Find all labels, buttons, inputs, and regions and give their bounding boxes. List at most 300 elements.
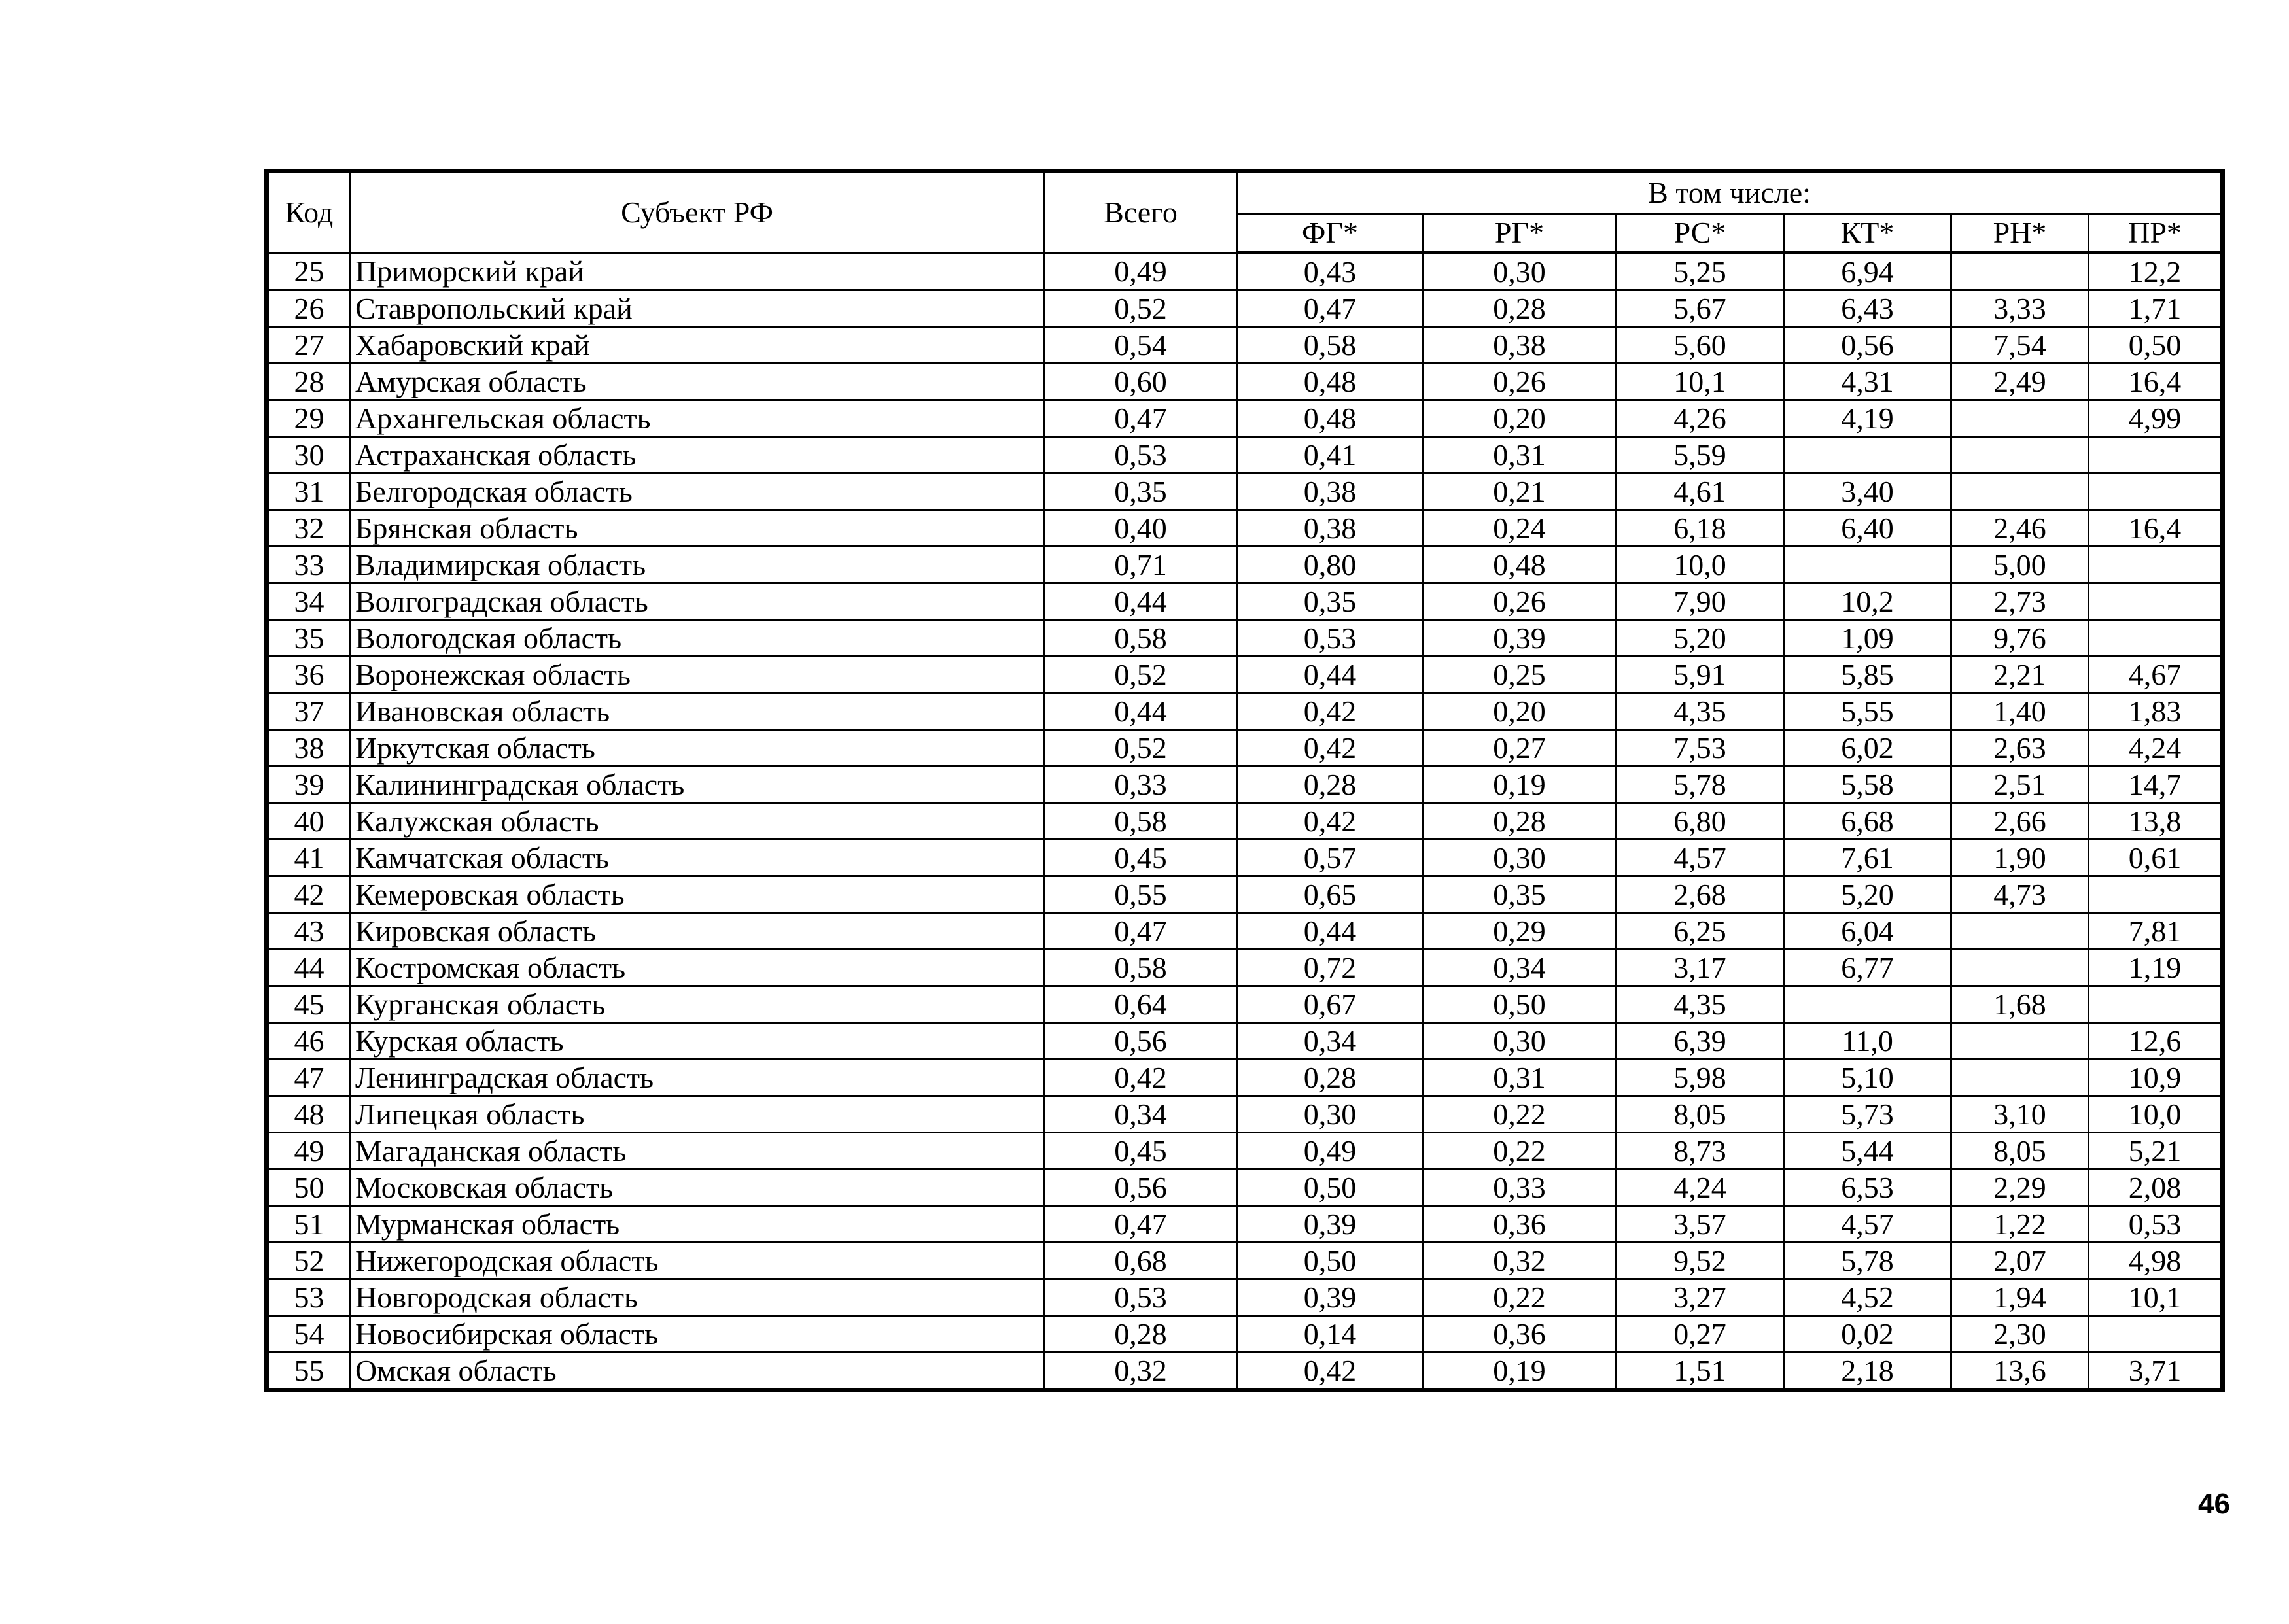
cell-rg: 0,25: [1423, 657, 1616, 693]
cell-code: 46: [267, 1023, 351, 1060]
table-row: [267, 290, 2223, 327]
cell-code: 54: [267, 1316, 351, 1353]
cell-fg: 0,58: [1238, 327, 1423, 364]
cell-total: 0,44: [1044, 693, 1238, 730]
cell-code: 45: [267, 986, 351, 1023]
cell-total: 0,58: [1044, 803, 1238, 840]
cell-fg: 0,39: [1238, 1279, 1423, 1316]
cell-rs: 6,80: [1616, 803, 1784, 840]
cell-rn: 2,29: [1951, 1169, 2089, 1206]
cell-rs: 7,90: [1616, 583, 1784, 620]
cell-rg: 0,36: [1423, 1316, 1616, 1353]
cell-total: 0,53: [1044, 437, 1238, 474]
cell-code: 26: [267, 290, 351, 327]
table-row: [267, 1243, 2223, 1279]
cell-pr: [2089, 876, 2223, 913]
cell-rs: 8,05: [1616, 1096, 1784, 1133]
cell-subject: Новгородская область: [351, 1279, 1044, 1316]
cell-kt: 11,0: [1784, 1023, 1951, 1060]
cell-rs: 5,20: [1616, 620, 1784, 657]
cell-total: 0,56: [1044, 1023, 1238, 1060]
cell-subject: Костромская область: [351, 950, 1044, 986]
header-total: Всего: [1044, 171, 1238, 253]
cell-rg: 0,21: [1423, 474, 1616, 510]
table-row: [267, 803, 2223, 840]
cell-fg: 0,34: [1238, 1023, 1423, 1060]
cell-rg: 0,30: [1423, 1023, 1616, 1060]
cell-fg: 0,42: [1238, 693, 1423, 730]
cell-rs: 9,52: [1616, 1243, 1784, 1279]
table-row: [267, 510, 2223, 547]
cell-total: 0,45: [1044, 1133, 1238, 1169]
cell-rg: 0,32: [1423, 1243, 1616, 1279]
cell-kt: 6,94: [1784, 253, 1951, 290]
cell-fg: 0,44: [1238, 913, 1423, 950]
cell-subject: Иркутская область: [351, 730, 1044, 767]
cell-rg: 0,34: [1423, 950, 1616, 986]
cell-rg: 0,31: [1423, 1060, 1616, 1096]
cell-code: 32: [267, 510, 351, 547]
cell-rs: 3,57: [1616, 1206, 1784, 1243]
cell-total: 0,45: [1044, 840, 1238, 876]
cell-pr: 12,6: [2089, 1023, 2223, 1060]
cell-rg: 0,36: [1423, 1206, 1616, 1243]
cell-rg: 0,30: [1423, 253, 1616, 290]
cell-kt: 5,58: [1784, 767, 1951, 803]
cell-total: 0,54: [1044, 327, 1238, 364]
cell-rs: 4,35: [1616, 693, 1784, 730]
cell-rn: [1951, 950, 2089, 986]
cell-code: 25: [267, 253, 351, 290]
table-row: [267, 1096, 2223, 1133]
cell-kt: 1,09: [1784, 620, 1951, 657]
cell-subject: Мурманская область: [351, 1206, 1044, 1243]
cell-fg: 0,72: [1238, 950, 1423, 986]
cell-fg: 0,47: [1238, 290, 1423, 327]
cell-code: 40: [267, 803, 351, 840]
table-row: [267, 1060, 2223, 1096]
cell-total: 0,68: [1044, 1243, 1238, 1279]
header-fg: ФГ*: [1238, 214, 1423, 253]
table-body: [267, 253, 2223, 1391]
cell-kt: 7,61: [1784, 840, 1951, 876]
cell-pr: [2089, 620, 2223, 657]
cell-pr: [2089, 986, 2223, 1023]
cell-fg: 0,80: [1238, 547, 1423, 583]
header-subject: Субъект РФ: [351, 171, 1044, 253]
cell-pr: 10,1: [2089, 1279, 2223, 1316]
table-row: [267, 950, 2223, 986]
cell-total: 0,28: [1044, 1316, 1238, 1353]
table-row: [267, 767, 2223, 803]
table-row: [267, 620, 2223, 657]
cell-kt: [1784, 547, 1951, 583]
cell-rn: 4,73: [1951, 876, 2089, 913]
table-row: [267, 547, 2223, 583]
cell-rs: 5,78: [1616, 767, 1784, 803]
cell-subject: Вологодская область: [351, 620, 1044, 657]
cell-subject: Ставропольский край: [351, 290, 1044, 327]
cell-rs: 3,17: [1616, 950, 1784, 986]
cell-rn: 2,73: [1951, 583, 2089, 620]
table-row: [267, 1279, 2223, 1316]
cell-kt: 5,78: [1784, 1243, 1951, 1279]
cell-fg: 0,53: [1238, 620, 1423, 657]
cell-rs: 5,59: [1616, 437, 1784, 474]
cell-kt: 6,77: [1784, 950, 1951, 986]
cell-total: 0,44: [1044, 583, 1238, 620]
cell-fg: 0,39: [1238, 1206, 1423, 1243]
cell-code: 35: [267, 620, 351, 657]
cell-total: 0,49: [1044, 253, 1238, 290]
cell-total: 0,56: [1044, 1169, 1238, 1206]
cell-rs: 10,0: [1616, 547, 1784, 583]
cell-rg: 0,27: [1423, 730, 1616, 767]
cell-rn: 8,05: [1951, 1133, 2089, 1169]
cell-rn: [1951, 1060, 2089, 1096]
cell-rs: 4,26: [1616, 400, 1784, 437]
cell-fg: 0,14: [1238, 1316, 1423, 1353]
cell-subject: Кемеровская область: [351, 876, 1044, 913]
cell-rg: 0,22: [1423, 1133, 1616, 1169]
header-code: Код: [267, 171, 351, 253]
table-row: [267, 327, 2223, 364]
cell-kt: [1784, 437, 1951, 474]
cell-kt: 6,02: [1784, 730, 1951, 767]
cell-code: 29: [267, 400, 351, 437]
cell-fg: 0,42: [1238, 803, 1423, 840]
cell-pr: 2,08: [2089, 1169, 2223, 1206]
cell-total: 0,58: [1044, 620, 1238, 657]
cell-rs: 6,39: [1616, 1023, 1784, 1060]
cell-rg: 0,28: [1423, 290, 1616, 327]
cell-pr: 0,61: [2089, 840, 2223, 876]
cell-subject: Владимирская область: [351, 547, 1044, 583]
cell-pr: 3,71: [2089, 1353, 2223, 1391]
cell-fg: 0,38: [1238, 474, 1423, 510]
cell-rn: 2,51: [1951, 767, 2089, 803]
cell-pr: 1,83: [2089, 693, 2223, 730]
table-row: [267, 730, 2223, 767]
cell-subject: Амурская область: [351, 364, 1044, 400]
table-row: [267, 1023, 2223, 1060]
cell-total: 0,35: [1044, 474, 1238, 510]
table-row: [267, 1353, 2223, 1391]
tariff-table: [264, 169, 2225, 1392]
cell-pr: 5,21: [2089, 1133, 2223, 1169]
cell-subject: Камчатская область: [351, 840, 1044, 876]
table-row: [267, 583, 2223, 620]
cell-pr: [2089, 437, 2223, 474]
cell-code: 52: [267, 1243, 351, 1279]
cell-rn: 2,07: [1951, 1243, 2089, 1279]
cell-pr: 10,0: [2089, 1096, 2223, 1133]
cell-rs: 6,25: [1616, 913, 1784, 950]
cell-subject: Волгоградская область: [351, 583, 1044, 620]
cell-rn: [1951, 1023, 2089, 1060]
cell-fg: 0,28: [1238, 767, 1423, 803]
cell-code: 41: [267, 840, 351, 876]
cell-rn: 2,66: [1951, 803, 2089, 840]
cell-kt: 4,57: [1784, 1206, 1951, 1243]
cell-rg: 0,26: [1423, 364, 1616, 400]
cell-code: 55: [267, 1353, 351, 1391]
cell-rs: 10,1: [1616, 364, 1784, 400]
cell-kt: 6,53: [1784, 1169, 1951, 1206]
cell-subject: Ивановская область: [351, 693, 1044, 730]
cell-kt: 5,55: [1784, 693, 1951, 730]
cell-pr: 10,9: [2089, 1060, 2223, 1096]
cell-total: 0,55: [1044, 876, 1238, 913]
cell-subject: Ленинградская область: [351, 1060, 1044, 1096]
cell-fg: 0,48: [1238, 364, 1423, 400]
cell-code: 44: [267, 950, 351, 986]
header-rs: РС*: [1616, 214, 1784, 253]
cell-kt: 6,68: [1784, 803, 1951, 840]
cell-rg: 0,30: [1423, 840, 1616, 876]
cell-pr: [2089, 474, 2223, 510]
cell-code: 30: [267, 437, 351, 474]
cell-pr: 4,98: [2089, 1243, 2223, 1279]
cell-code: 51: [267, 1206, 351, 1243]
cell-rg: 0,22: [1423, 1096, 1616, 1133]
cell-total: 0,34: [1044, 1096, 1238, 1133]
cell-rs: 5,91: [1616, 657, 1784, 693]
cell-pr: [2089, 547, 2223, 583]
header-including: В том числе:: [1238, 171, 2223, 214]
cell-total: 0,71: [1044, 547, 1238, 583]
cell-kt: 6,40: [1784, 510, 1951, 547]
cell-code: 31: [267, 474, 351, 510]
cell-subject: Брянская область: [351, 510, 1044, 547]
cell-kt: 2,18: [1784, 1353, 1951, 1391]
table-row: [267, 840, 2223, 876]
cell-subject: Липецкая область: [351, 1096, 1044, 1133]
cell-rn: 1,40: [1951, 693, 2089, 730]
header-rn: РН*: [1951, 214, 2089, 253]
cell-total: 0,47: [1044, 400, 1238, 437]
page-number: 46: [2198, 1488, 2230, 1520]
cell-pr: 13,8: [2089, 803, 2223, 840]
cell-pr: 12,2: [2089, 253, 2223, 290]
cell-rn: 1,22: [1951, 1206, 2089, 1243]
cell-total: 0,52: [1044, 290, 1238, 327]
cell-rg: 0,48: [1423, 547, 1616, 583]
cell-subject: Архангельская область: [351, 400, 1044, 437]
cell-rn: [1951, 253, 2089, 290]
cell-fg: 0,41: [1238, 437, 1423, 474]
cell-pr: 7,81: [2089, 913, 2223, 950]
table-row: [267, 1316, 2223, 1353]
cell-fg: 0,35: [1238, 583, 1423, 620]
cell-pr: 1,71: [2089, 290, 2223, 327]
cell-fg: 0,42: [1238, 1353, 1423, 1391]
cell-rg: 0,38: [1423, 327, 1616, 364]
cell-rg: 0,20: [1423, 400, 1616, 437]
cell-rg: 0,33: [1423, 1169, 1616, 1206]
cell-subject: Кировская область: [351, 913, 1044, 950]
cell-total: 0,40: [1044, 510, 1238, 547]
cell-code: 34: [267, 583, 351, 620]
cell-pr: 16,4: [2089, 510, 2223, 547]
cell-code: 50: [267, 1169, 351, 1206]
cell-fg: 0,28: [1238, 1060, 1423, 1096]
cell-total: 0,42: [1044, 1060, 1238, 1096]
cell-fg: 0,43: [1238, 253, 1423, 290]
cell-subject: Калининградская область: [351, 767, 1044, 803]
cell-fg: 0,50: [1238, 1243, 1423, 1279]
table-row: [267, 1169, 2223, 1206]
table-row: [267, 986, 2223, 1023]
cell-fg: 0,44: [1238, 657, 1423, 693]
cell-code: 38: [267, 730, 351, 767]
cell-subject: Астраханская область: [351, 437, 1044, 474]
cell-subject: Хабаровский край: [351, 327, 1044, 364]
cell-rn: [1951, 474, 2089, 510]
cell-kt: 5,10: [1784, 1060, 1951, 1096]
cell-rn: 2,21: [1951, 657, 2089, 693]
cell-subject: Курская область: [351, 1023, 1044, 1060]
cell-pr: 1,19: [2089, 950, 2223, 986]
cell-fg: 0,48: [1238, 400, 1423, 437]
cell-rn: 5,00: [1951, 547, 2089, 583]
cell-rs: 3,27: [1616, 1279, 1784, 1316]
cell-total: 0,47: [1044, 913, 1238, 950]
cell-subject: Калужская область: [351, 803, 1044, 840]
cell-rs: 4,24: [1616, 1169, 1784, 1206]
cell-rs: 8,73: [1616, 1133, 1784, 1169]
cell-rs: 1,51: [1616, 1353, 1784, 1391]
table-row: [267, 657, 2223, 693]
header-pr: ПР*: [2089, 214, 2223, 253]
table-row: [267, 693, 2223, 730]
cell-total: 0,53: [1044, 1279, 1238, 1316]
cell-code: 42: [267, 876, 351, 913]
cell-kt: 3,40: [1784, 474, 1951, 510]
cell-fg: 0,50: [1238, 1169, 1423, 1206]
cell-code: 27: [267, 327, 351, 364]
cell-code: 28: [267, 364, 351, 400]
cell-code: 49: [267, 1133, 351, 1169]
cell-rg: 0,20: [1423, 693, 1616, 730]
cell-rs: 0,27: [1616, 1316, 1784, 1353]
cell-pr: 16,4: [2089, 364, 2223, 400]
cell-fg: 0,30: [1238, 1096, 1423, 1133]
cell-fg: 0,65: [1238, 876, 1423, 913]
cell-total: 0,33: [1044, 767, 1238, 803]
cell-rn: [1951, 437, 2089, 474]
cell-pr: [2089, 1316, 2223, 1353]
cell-rg: 0,35: [1423, 876, 1616, 913]
cell-rs: 7,53: [1616, 730, 1784, 767]
cell-code: 48: [267, 1096, 351, 1133]
cell-pr: 4,99: [2089, 400, 2223, 437]
table-row: [267, 364, 2223, 400]
cell-rn: 1,68: [1951, 986, 2089, 1023]
header-kt: КТ*: [1784, 214, 1951, 253]
cell-subject: Московская область: [351, 1169, 1044, 1206]
cell-kt: 4,31: [1784, 364, 1951, 400]
cell-subject: Воронежская область: [351, 657, 1044, 693]
cell-fg: 0,57: [1238, 840, 1423, 876]
cell-subject: Приморский край: [351, 253, 1044, 290]
cell-rg: 0,31: [1423, 437, 1616, 474]
cell-kt: 6,04: [1784, 913, 1951, 950]
cell-fg: 0,42: [1238, 730, 1423, 767]
cell-kt: [1784, 986, 1951, 1023]
cell-total: 0,47: [1044, 1206, 1238, 1243]
table-row: [267, 437, 2223, 474]
table-row: [267, 1133, 2223, 1169]
cell-code: 36: [267, 657, 351, 693]
cell-code: 43: [267, 913, 351, 950]
cell-fg: 0,38: [1238, 510, 1423, 547]
cell-rg: 0,39: [1423, 620, 1616, 657]
table-row: [267, 876, 2223, 913]
cell-total: 0,32: [1044, 1353, 1238, 1391]
cell-rn: 3,33: [1951, 290, 2089, 327]
cell-total: 0,64: [1044, 986, 1238, 1023]
cell-total: 0,52: [1044, 730, 1238, 767]
cell-rg: 0,22: [1423, 1279, 1616, 1316]
cell-kt: 4,52: [1784, 1279, 1951, 1316]
cell-rs: 2,68: [1616, 876, 1784, 913]
cell-rg: 0,28: [1423, 803, 1616, 840]
cell-rn: 3,10: [1951, 1096, 2089, 1133]
table-row: [267, 253, 2223, 290]
cell-code: 53: [267, 1279, 351, 1316]
cell-rn: 2,46: [1951, 510, 2089, 547]
cell-rn: 2,63: [1951, 730, 2089, 767]
cell-subject: Нижегородская область: [351, 1243, 1044, 1279]
cell-rg: 0,24: [1423, 510, 1616, 547]
cell-kt: 5,44: [1784, 1133, 1951, 1169]
cell-rs: 4,61: [1616, 474, 1784, 510]
cell-rn: 9,76: [1951, 620, 2089, 657]
cell-fg: 0,67: [1238, 986, 1423, 1023]
cell-rs: 5,25: [1616, 253, 1784, 290]
cell-pr: 4,67: [2089, 657, 2223, 693]
cell-rg: 0,26: [1423, 583, 1616, 620]
cell-rs: 5,67: [1616, 290, 1784, 327]
cell-fg: 0,49: [1238, 1133, 1423, 1169]
cell-rg: 0,50: [1423, 986, 1616, 1023]
cell-subject: Магаданская область: [351, 1133, 1044, 1169]
table-row: [267, 1206, 2223, 1243]
cell-pr: [2089, 583, 2223, 620]
cell-subject: Новосибирская область: [351, 1316, 1044, 1353]
cell-pr: 0,53: [2089, 1206, 2223, 1243]
cell-code: 37: [267, 693, 351, 730]
cell-rn: 2,30: [1951, 1316, 2089, 1353]
cell-rs: 5,60: [1616, 327, 1784, 364]
cell-kt: 4,19: [1784, 400, 1951, 437]
cell-total: 0,52: [1044, 657, 1238, 693]
cell-rn: [1951, 400, 2089, 437]
cell-rs: 6,18: [1616, 510, 1784, 547]
cell-code: 47: [267, 1060, 351, 1096]
cell-total: 0,58: [1044, 950, 1238, 986]
cell-kt: 0,02: [1784, 1316, 1951, 1353]
cell-kt: 10,2: [1784, 583, 1951, 620]
cell-rs: 4,35: [1616, 986, 1784, 1023]
cell-kt: 5,20: [1784, 876, 1951, 913]
cell-kt: 5,85: [1784, 657, 1951, 693]
cell-rn: 2,49: [1951, 364, 2089, 400]
header-rg: РГ*: [1423, 214, 1616, 253]
cell-kt: 5,73: [1784, 1096, 1951, 1133]
header-row-1: [267, 171, 2223, 214]
